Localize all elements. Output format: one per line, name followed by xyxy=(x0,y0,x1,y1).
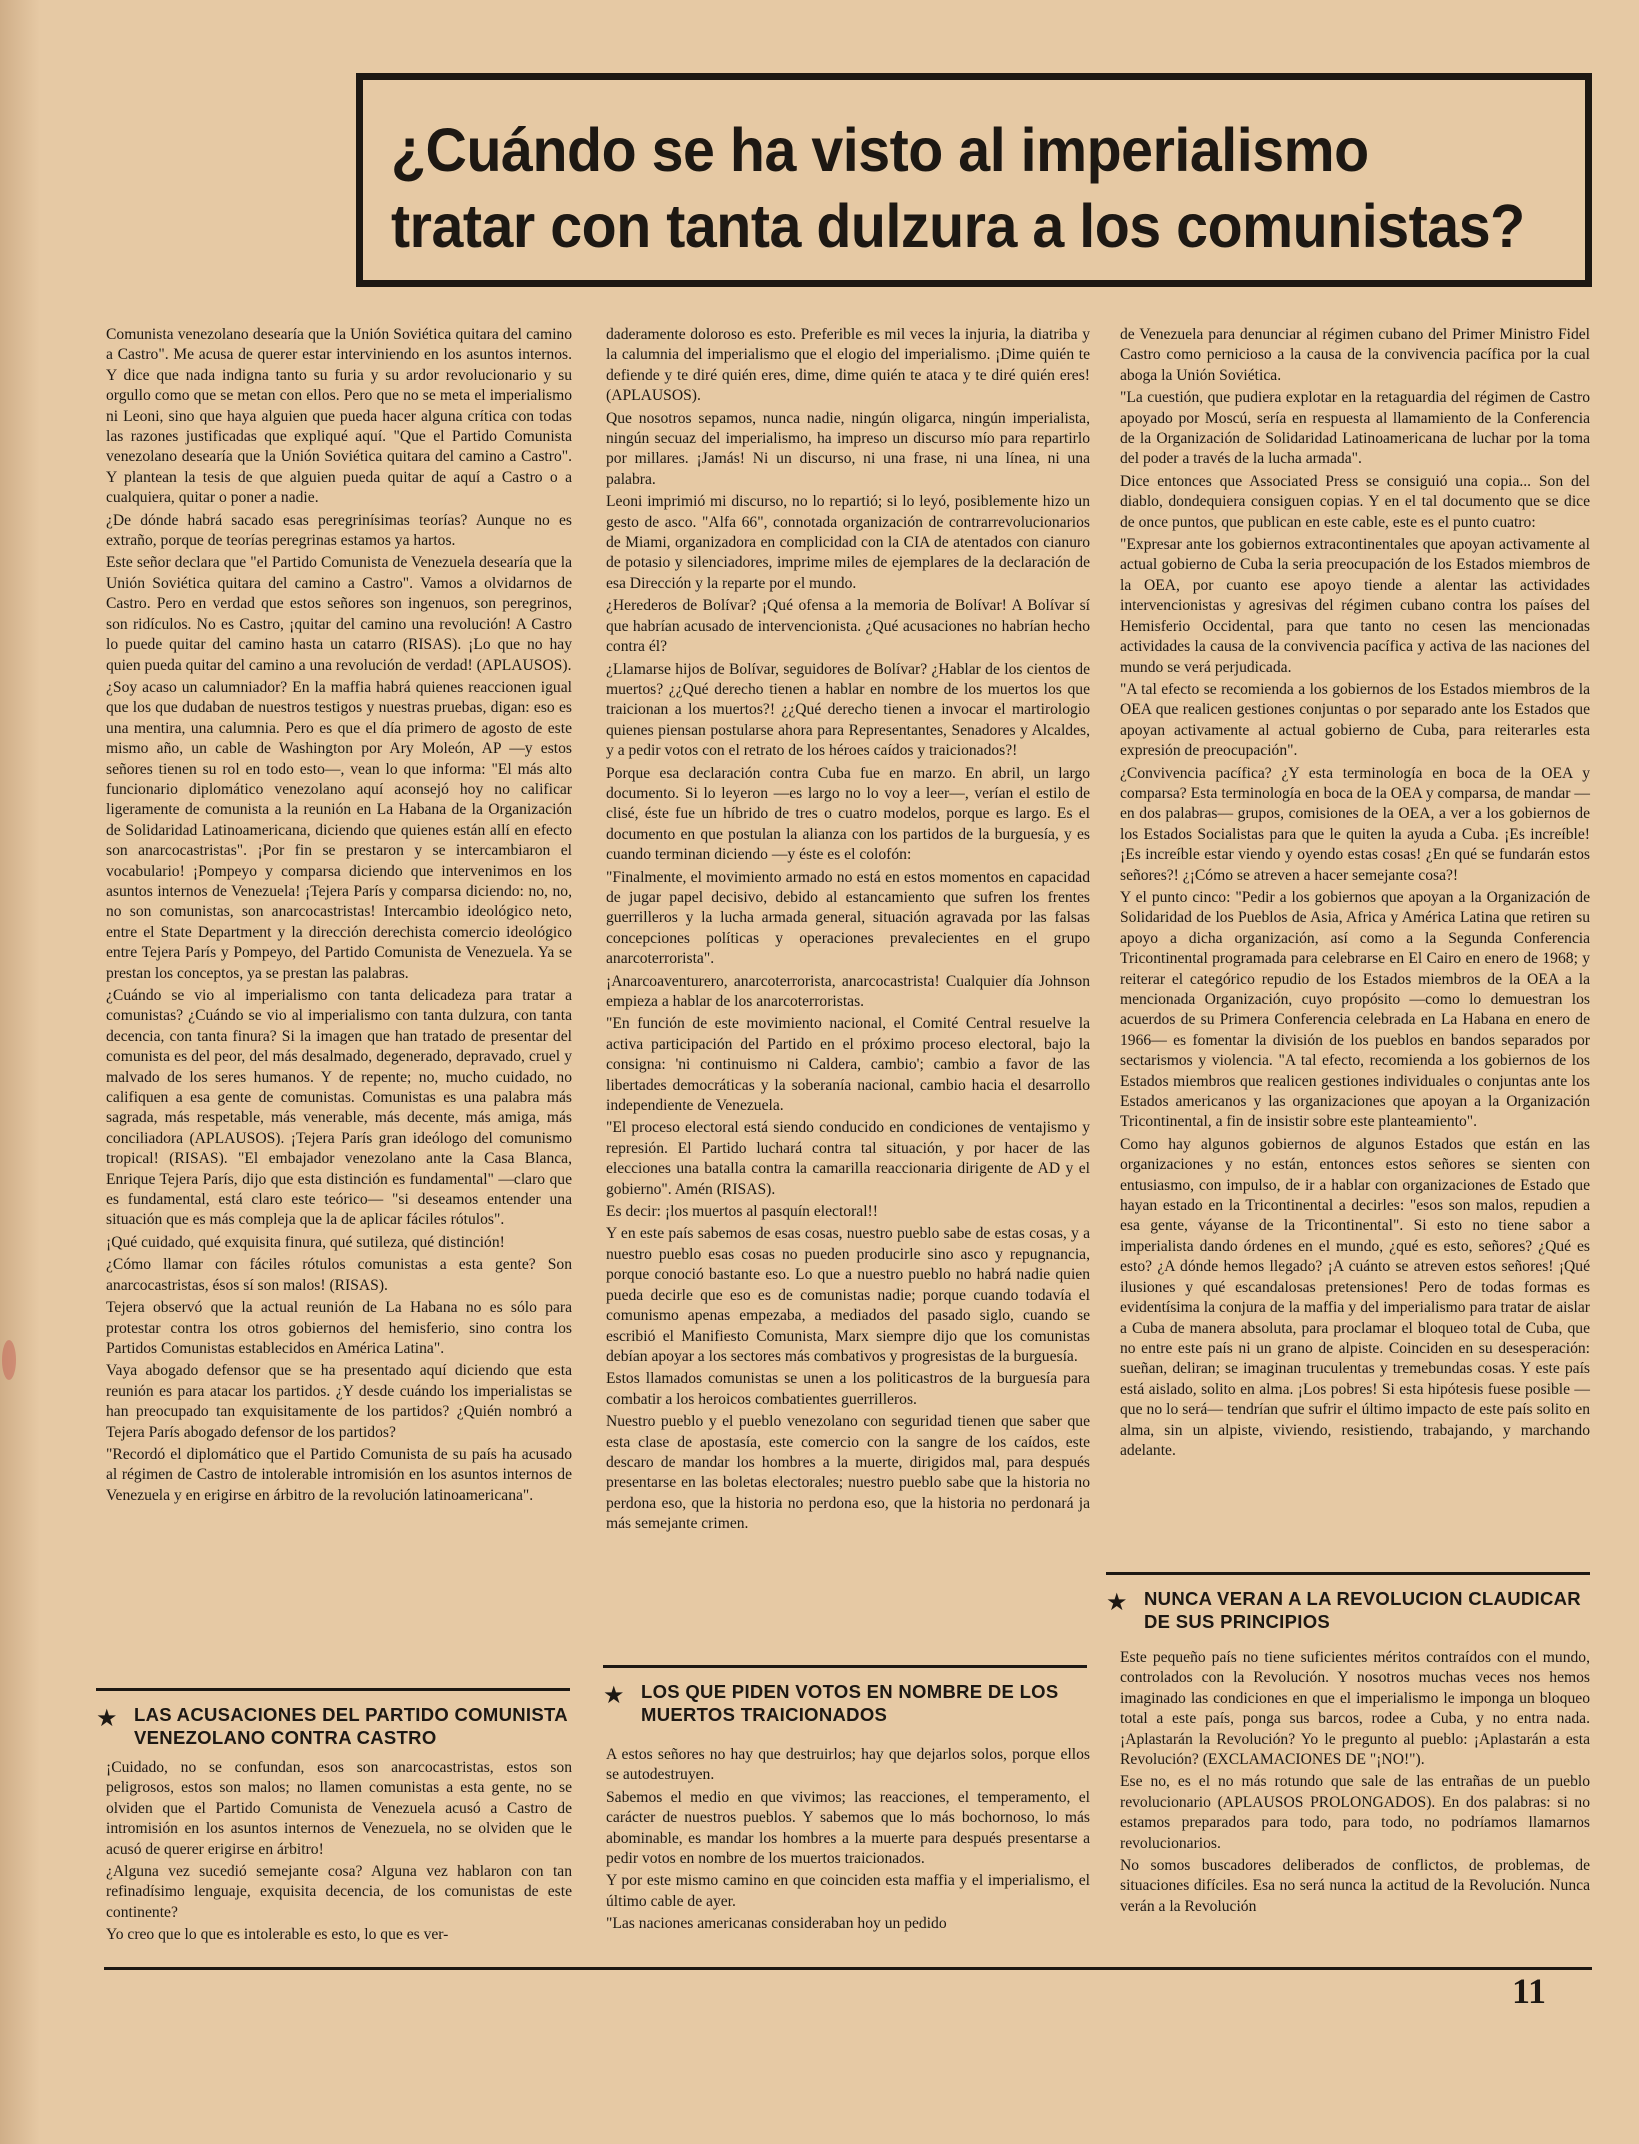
subheading-acusaciones xyxy=(96,1688,570,1755)
paragraph: "La cuestión, que pudiera explotar en la retaguardia del régimen de Castro apoyado por Moscú, sería en respuesta al llamamiento de la Conferencia de la Organización de Solidaridad Latinoamericana de luchar por la toma del poder a través de la lucha armada". xyxy=(1120,389,1590,468)
headline xyxy=(391,112,1525,264)
paragraph: Tejera observó que la actual reunión de La Habana no es sólo para protestar contra los otros gobiernos del hemisferio, sino contra los Partidos Comunistas establecidos en América Latina". xyxy=(106,1299,572,1357)
paragraph: ¿Convivencia pacífica? ¿Y esta terminología en boca de la OEA y comparsa? Esta terminología en boca de la OEA y comparsa, de mandar —en dos palabras— grupos, comisiones de la OEA, a ver a los gobiernos de los Estados Socialistas para que le quiten la ayuda a Cuba. ¡Es increíble! ¡Es increíble estar viendo y oyendo estas cosas! ¿En qué se fundarán estos señores?! ¿¡Cómo se atreven a hacer semejante cosa?! xyxy=(1120,764,1590,884)
paragraph: "Expresar ante los gobiernos extracontinentales que apoyan activamente al actual gobierno de Cuba la seria preocupación de los Estados miembros de la OEA, por cuanto ese apoyo tiende a alentar las actividades intervencionistas y agresivas del régimen cubano contra los países del Hemisferio Occidental, para que tanto no cesen las mencionadas actividades la causa de la convivencia pacífica y activa de las naciones del mundo se verá perjudicada. xyxy=(1120,536,1590,676)
paragraph: "Las naciones americanas consideraban hoy un pedido xyxy=(606,1915,947,1933)
paragraph: Nuestro pueblo y el pueblo venezolano con seguridad tienen que saber que esta clase de apostasía, este comercio con la sangre de los caídos, este descaro de mandar los hombres a la muerte, dirigidos mal, para después presentarse en las boletas electorales; nuestro pueblo sabe que la historia no perdona eso, que la historia no perdona eso, que la historia no perdonará ja más semejante crimen. xyxy=(606,1413,1090,1533)
section-body-1 xyxy=(106,1758,572,1948)
paragraph: Comunista venezolano desearía que la Unión Soviética quitara del camino a Castro". Me acusa de querer estar interviniendo en los asuntos internos. Y dice que nada indigna tanto su furia y su ardor revolucionario y su orgullo como que se metan con ellos. Pero que no se meta el imperialismo ni Leoni, sino que haya alguien que pueda hacer alguna crítica con todas las razones justificadas que expliqué aquí. "Que el Partido Comunista venezolano desearía que la Unión Soviética quitara del camino a Castro". Y plantean la tesis de que alguien pueda quitar de aquí a Castro o a cualquiera, quitar o poner a nadie. xyxy=(106,326,572,507)
subheading-text: NUNCA VERAN A LA REVOLUCION CLAUDICAR DE SUS PRINCIPIOS xyxy=(1144,1588,1581,1632)
paragraph: ¿Soy acaso un calumniador? En la maffia habrá quienes reaccionen igual que los que dudaban de nuestros testigos y nuestras pruebas, digan: eso es una mentira, una calumnia. Pero es que el día primero de agosto de este mismo año, un cable de Washington por Ary Moleón, AP —y estos señores tienen su rol en todo esto—, vean lo que informa: "El más alto funcionario diplomático venezolano aquí aconsejó hoy no calificar ligeramente de comunista a la reunión en La Habana de la Organización de Solidaridad Latinoamericana, diciendo que quienes están allí en efecto son anarcocastristas". ¡Por fin se prestaron y se intercambiaron el vocabulario! ¡Pompeyo y comparsa diciendo que intervenimos en los asuntos internos de Venezuela! ¡Tejera París y comparsa diciendo: no, no, no son comunistas, son anarcocastristas! Intercambio ideológico neto, entre el State Department y la dirección derechista comercio ideológico entre Tejera París y Pompeyo, del Partido Comunista de Venezuela. Ya se prestan los conceptos, ya se prestan las palabras. xyxy=(106,678,572,982)
column-2 xyxy=(606,325,1090,1537)
paragraph: "El proceso electoral está siendo conducido en condiciones de ventajismo y represión. El Partido luchará contra tal situación, y por hacer de las elecciones una batalla contra la camarilla reaccionaria dirigente de AD y el gobierno". Amén (RISAS). xyxy=(606,1119,1090,1198)
paragraph: Y el punto cinco: "Pedir a los gobiernos que apoyan a la Organización de Solidaridad de los Pueblos de Asia, Africa y América Latina que retiren su apoyo a dicha organización, así como a la Segunda Conferencia Tricontinental programada para celebrarse en El Cairo en enero de 1968; y reiterar el categórico repudio de los Estados miembros de la OEA a la mencionada Organización, cuyo propósito —como lo demuestran los acuerdos de su Primera Conferencia celebrada en La Habana en enero de 1966— es fomentar la división de los pueblos en bandos separados por sectarismos y violencia. "A tal efecto, recomienda a los gobiernos de los Estados miembros que realicen gestiones individuales o conjuntas ante los Estados americanos y las organizaciones que apoyan a la Organización Tricontinental, a fin de insistir sobre este planteamiento". xyxy=(1120,888,1590,1131)
paragraph: Yo creo que lo que es intolerable es esto, lo que es ver- xyxy=(106,1926,449,1944)
paragraph: Y en este país sabemos de esas cosas, nuestro pueblo sabe de estas cosas, y a nuestro pueblo esas cosas no pueden producirle sino asco y repugnancia, porque conoció bastante eso. Lo que a nuestro pueblo no habrá nadie quien pueda decirle que eso es de comunistas nadie; porque cuando todavía el comunismo apenas empezaba, a mediados del pasado siglo, cuando se escribió el Manifiesto Comunista, Marx siempre dijo que los comunistas debían apoyar a los sectores más combativos y progresistas de la burguesía. xyxy=(606,1225,1090,1365)
column-1 xyxy=(106,325,572,1508)
paragraph: Como hay algunos gobiernos de algunos Estados que están en las organizaciones y no están, entonces estos señores se sienten con entusiasmo, con impulso, de ir a hablar con organizaciones de Estado que hayan estado en la Tricontinental a decirles: "esos son malos, repudien a esa gente, váyanse de la Tricontinental". Si esto no tiene sabor a imperialista dando órdenes en el mundo, ¿qué es esto, señores? ¿Qué es esto? ¿A dónde hemos llegado? ¡A cuánto se atreven estos señores! ¡Qué ilusiones y qué escandalosas pretensiones! Pero de todas formas es evidentísima la conjura de la maffia y del imperialismo para tratar de aislar a Cuba de manera absoluta, para proclamar el bloqueo total de Cuba, que no entre este país ni un grano de alpiste. Coinciden en su desesperación: sueñan, deliran; se imaginan truculentas y tremebundas cosas. Y este país está aislado, solito en alma. ¡Los pobres! Si esta hipótesis fuese posible —que no lo será— tendrían que sufrir el último impacto de este país solito en alma, sin un alpiste, viviendo, resistiendo, trabajando, y marchando adelante. xyxy=(1120,1135,1590,1459)
footer-rule xyxy=(104,1967,1592,1970)
subheading-nunca-veran xyxy=(1106,1572,1590,1639)
paragraph: Este pequeño país no tiene suficientes méritos contraídos con el mundo, controlados con la Revolución. Y nosotros muchas veces nos hemos imaginado las condiciones en que el imperialismo le imponga un bloqueo total a este país, ponga sus barcos, rodee a Cuba, y no entra nada. ¡Aplastarán la Revolución? Yo le pregunto al pueblo: ¡Aplastarán a esta Revolución? (EXCLAMACIONES DE "¡NO!"). xyxy=(1120,1649,1590,1769)
paragraph: ¿Llamarse hijos de Bolívar, seguidores de Bolívar? ¿Hablar de los cientos de muertos? ¿¿Qué derecho tienen a hablar en nombre de los muertos los que traicionan a los muertos?! ¿¿Qué derecho tienen a invocar el martirologio quienes piensan postularse ahora para Representantes, Senadores y Alcaldes, y a pedir votos con el retrato de los héroes caídos y traicionados?! xyxy=(606,660,1090,760)
paragraph: ¿Alguna vez sucedió semejante cosa? Alguna vez hablaron con tan refinadísimo lenguaje, exquisita decencia, de los comunistas de este continente? xyxy=(106,1863,572,1921)
paragraph: No somos buscadores deliberados de conflictos, de problemas, de situaciones difíciles. Esa no será nunca la actitud de la Revolución. Nunca verán a la Revolución xyxy=(1120,1857,1590,1915)
paragraph: Ese no, es el no más rotundo que sale de las entrañas de un pueblo revolucionario (APLAUSOS PROLONGADOS). En dos palabras: si no estamos preparados para todo, para todo, no podríamos llamarnos revolucionarios. xyxy=(1120,1773,1590,1852)
subheading-text: LOS QUE PIDEN VOTOS EN NOMBRE DE LOS MUERTOS TRAICIONADOS xyxy=(641,1681,1059,1725)
paragraph: "Recordó el diplomático que el Partido Comunista de su país ha acusado al régimen de Castro de intolerable intromisión en los asuntos internos de Venezuela y en erigirse en árbitro de la revolución latinoamericana". xyxy=(106,1445,572,1504)
paragraph: Estos llamados comunistas se unen a los politicastros de la burguesía para combatir a los heroicos combatientes guerrilleros. xyxy=(606,1370,1090,1408)
paragraph: ¡Cuidado, no se confundan, esos son anarcocastristas, estos son peligrosos, estos son malos; no llamen comunistas a esta gente, no se olviden que el Partido Comunista de Venezuela acusó a Castro de intromisión en los asuntos internos de Venezuela, no se olviden que le acusó de querer erigirse en árbitro! xyxy=(106,1759,572,1858)
paragraph: Dice entonces que Associated Press se consiguió una copia... Son del diablo, dondequiera consiguen copias. Y en el tal documento que se dice de once puntos, que publican en este cable, este es el punto cuatro: xyxy=(1120,472,1590,531)
paragraph: ¡Anarcoaventurero, anarcoterrorista, anarcocastrista! Cualquier día Johnson empieza a hablar de los anarcoterroristas. xyxy=(606,972,1090,1010)
paragraph: Vaya abogado defensor que se ha presentado aquí diciendo que esta reunión es para atacar los partidos. ¿Y desde cuándo los imperialistas se han preocupado tan exquisitamente de los partidos? ¿Quién nombró a Tejera París abogado defensor de los partidos? xyxy=(106,1362,572,1441)
headline-line-2: tratar con tanta dulzura a los comunistas? xyxy=(391,192,1525,260)
paragraph: ¡Qué cuidado, qué exquisita finura, qué sutileza, qué distinción! xyxy=(106,1233,505,1251)
paragraph: Es decir: ¡los muertos al pasquín electoral!! xyxy=(606,1203,878,1221)
paragraph: ¿De dónde habrá sacado esas peregrinísimas teorías? Aunque no es extraño, porque de teorías peregrinas estamos ya hartos. xyxy=(106,511,572,550)
paragraph: Este señor declara que "el Partido Comunista de Venezuela desearía que la Unión Soviética quitara del camino a Castro". Vamos a olvidarnos de Castro. Pero en verdad que estos señores son ingenuos, son peregrinos, son ridículos. No es Castro, ¡quitar del camino una revolución! A Castro lo puede quitar del camino hasta un catarro (RISAS). ¡Lo que no hay quien pueda quitar del camino a una revolución de verdad! (APLAUSOS). xyxy=(106,554,572,674)
column-3 xyxy=(1120,325,1590,1463)
paragraph: daderamente doloroso es esto. Preferible es mil veces la injuria, la diatriba y la calumnia del imperialismo que el elogio del imperialismo. ¡Dime quién te defiende y te diré quién eres, dime, dime quién te ataca y te diré quién eres! (APLAUSOS). xyxy=(606,326,1090,405)
subheading-votos xyxy=(603,1665,1087,1732)
headline-box xyxy=(356,73,1592,287)
star-icon: ★ xyxy=(96,1705,118,1732)
paragraph: ¿Herederos de Bolívar? ¡Qué ofensa a la memoria de Bolívar! A Bolívar sí que habrían acusado de intervencionista. ¿Qué acusaciones no habrían hecho contra él? xyxy=(606,597,1090,656)
paragraph: "A tal efecto se recomienda a los gobiernos de los Estados miembros de la OEA que realicen gestiones conjuntas o por separado ante los Estados que apoyan activamente al actual gobierno de Cuba, para reiterarles esta expresión de preocupación". xyxy=(1120,680,1590,760)
paragraph: "Finalmente, el movimiento armado no está en estos momentos en capacidad de jugar papel decisivo, debido al estancamiento que sufren los frentes guerrilleros y la lucha armada general, situación agravada por las falsas concepciones políticas y operaciones prevalecientes en el grupo anarcoterrorista". xyxy=(606,868,1090,968)
paragraph: ¿Cuándo se vio al imperialismo con tanta delicadeza para tratar a comunistas? ¿Cuándo se vio al imperialismo con tanta dulzura, con tanta decencia, con tanta finura? Si la imagen que han tratado de presentar del comunista es del peor, del más desalmado, degenerado, depravado, cruel y malvado de los seres humanos. Y de repente; no, mucho cuidado, no califiquen a esa gente de comunistas. Comunistas es una palabra más sagrada, más respetable, más venerable, más decente, más amiga, más conciliadora (APLAUSOS). ¡Tejera París gran ideólogo del comunismo tropical! (RISAS). "El embajador venezolano ante la Casa Blanca, Enrique Tejera París, dijo que esta distinción es fundamental" —claro que es fundamental, está claro este teórico— "si deseamos entender una situación que es más compleja que la de aplicar fáciles rótulos". xyxy=(106,987,572,1229)
paragraph: Y por este mismo camino en que coinciden esta maffia y el imperialismo, el último cable de ayer. xyxy=(606,1872,1090,1910)
subheading-text: LAS ACUSACIONES DEL PARTIDO COMUNISTA VENEZOLANO CONTRA CASTRO xyxy=(134,1704,568,1748)
section-body-2 xyxy=(606,1745,1090,1937)
star-icon: ★ xyxy=(1106,1589,1128,1616)
paragraph: Que nosotros sepamos, nunca nadie, ningún oligarca, ningún imperialista, ningún secuaz del imperialismo, ha impreso un discurso mío para repartirlo por millares. ¡Jamás! Ni un discurso, ni una frase, ni una línea, ni una palabra. xyxy=(606,409,1090,488)
paragraph: ¿Cómo llamar con fáciles rótulos comunistas a esta gente? Son anarcocastristas, ésos sí son malos! (RISAS). xyxy=(106,1256,572,1294)
ink-stain xyxy=(2,1340,16,1380)
paragraph: Sabemos el medio en que vivimos; las reacciones, el temperamento, el carácter de nuestros pueblos. Y sabemos que lo más bochornoso, lo más abominable, es mandar los hombres a la muerte para después presentarse a pedir votos en nombre de los muertos traicionados. xyxy=(606,1788,1090,1868)
section-body-3 xyxy=(1120,1648,1590,1919)
page-number: 11 xyxy=(1512,1971,1547,2011)
paragraph: A estos señores no hay que destruirlos; hay que dejarlos solos, porque ellos se autodestruyen. xyxy=(606,1746,1090,1784)
paragraph: Leoni imprimió mi discurso, no lo repartió; si lo leyó, posiblemente hizo un gesto de asco. "Alfa 66", connotada organización de contrarrevolucionarios de Miami, organizadora en complicidad con la CIA de atentados con cianuro de potasio y silenciadores, imprime miles de ejemplares de la declaración de esa Dirección y la reparte por el mundo. xyxy=(606,493,1090,592)
star-icon: ★ xyxy=(603,1682,625,1709)
headline-line-1: ¿Cuándo se ha visto al imperialismo xyxy=(391,116,1369,184)
paragraph: de Venezuela para denunciar al régimen cubano del Primer Ministro Fidel Castro como pernicioso a la causa de la convivencia pacífica por la cual aboga la Unión Soviética. xyxy=(1120,326,1590,384)
page-spine-shadow xyxy=(0,0,40,2144)
paragraph: Porque esa declaración contra Cuba fue en marzo. En abril, un largo documento. Si lo leyeron —es largo no lo voy a leer—, verían el estilo de clisé, éste fue un híbrido de tres o cuatro modelos, porque es largo. Es el documento en que postulan la alianza con los partidos de la burguesía, y es cuando terminan diciendo —y éste es el colofón: xyxy=(606,764,1090,864)
paragraph: "En función de este movimiento nacional, el Comité Central resuelve la activa participación del Partido en el próximo proceso electoral, bajo la consigna: 'ni continuismo ni Caldera, cambio'; cambio a favor de las libertades democráticas y la soberanía nacional, cambio hacia el desarrollo independiente de Venezuela. xyxy=(606,1015,1090,1115)
